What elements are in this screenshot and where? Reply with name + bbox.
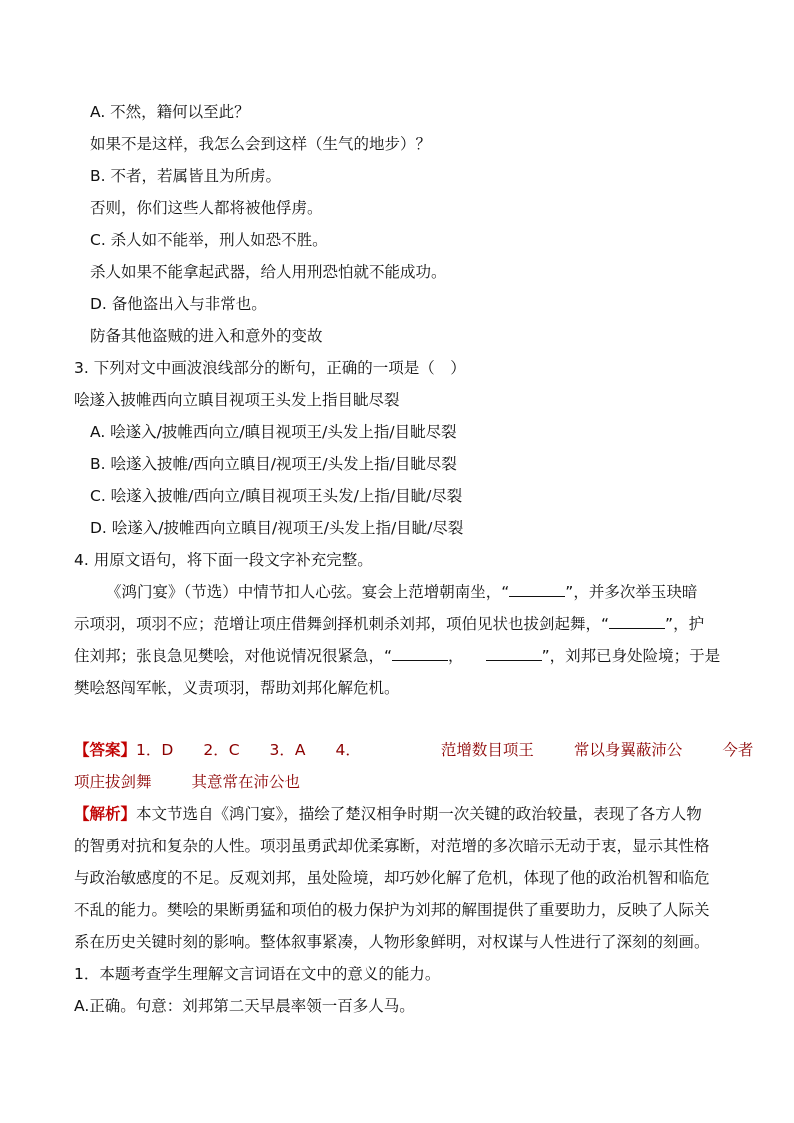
q2-option-d-translation: 防备其他盗贼的进入和意外的变故 — [90, 327, 323, 345]
q4-paragraph-line-3: 住刘邦；张良急见樊哙，对他说情况很紧急，“ ， ”，刘邦已身处险境；于是 — [74, 647, 721, 665]
q2-option-c-translation: 杀人如果不能拿起武器，给人用刑恐怕就不能成功。 — [90, 263, 447, 281]
q3-option-c: C. 哙遂入披帷/西向立/瞋目视项王头发/上指/目眦/尽裂 — [90, 487, 463, 505]
q4-stem: 4. 用原文语句，将下面一段文字补充完整。 — [74, 551, 373, 569]
analysis-label: 【解析】 — [74, 805, 137, 823]
analysis-line-2: 的智勇对抗和复杂的人性。项羽虽勇武却优柔寡断，对范增的多次暗示无动于衷，显示其性格 — [74, 837, 710, 855]
q2-option-d: D. 备他盗出入与非常也。 — [90, 295, 267, 313]
q3-option-d: D. 哙遂入/披帷西向立瞋目/视项王/头发上指/目眦/尽裂 — [90, 519, 464, 537]
q4-paragraph-line-1: 《鸿门宴》（节选）中情节扣人心弦。宴会上范增朝南坐，“ ”，并多次举玉玦暗 — [106, 583, 698, 601]
q2-option-b: B. 不者，若属皆且为所虏。 — [90, 167, 281, 185]
q2-option-c: C. 杀人如不能举，刑人如恐不胜。 — [90, 231, 328, 249]
fill-blank-3 — [392, 645, 448, 661]
answer-line-1: 【答案】1．D 2．C 3．A 4． 范增数目项王 常以身翼蔽沛公 今者 — [74, 741, 754, 759]
analysis-line-5: 系在历史关键时刻的影响。整体叙事紧凑，人物形象鲜明，对权谋与人性进行了深刻的刻画。 — [74, 933, 710, 951]
analysis-line-4: 不乱的能力。樊哙的果断勇猛和项伯的极力保护为刘邦的解围提供了重要助力，反映了人际关 — [74, 901, 710, 919]
answer-line-2: 项庄拔剑舞 其意常在沛公也 — [74, 773, 301, 791]
q3-stem: 3. 下列对文中画波浪线部分的断句，正确的一项是（ ） — [74, 359, 466, 377]
q3-option-a: A. 哙遂入/披帷西向立/瞋目视项王/头发上指/目眦尽裂 — [90, 423, 457, 441]
answer-label: 【答案】 — [74, 741, 137, 759]
analysis-line-7: A.正确。句意：刘邦第二天早晨率领一百多人马。 — [74, 997, 415, 1015]
fill-blank-2 — [609, 613, 665, 629]
analysis-line-1: 【解析】本文节选自《鸿门宴》，描绘了楚汉相争时期一次关键的政治较量，表现了各方人物 — [74, 805, 702, 823]
q3-option-b: B. 哙遂入披帷/西向立瞋目/视项王/头发上指/目眦尽裂 — [90, 455, 457, 473]
q2-option-a: A. 不然，籍何以至此？ — [90, 103, 250, 121]
q4-paragraph-line-2: 示项羽，项羽不应；范增让项庄借舞剑择机刺杀刘邦，项伯见状也拔剑起舞，“ ”，护 — [74, 615, 705, 633]
q2-option-b-translation: 否则，你们这些人都将被他俘虏。 — [90, 199, 323, 217]
analysis-line-3: 与政治敏感度的不足。反观刘邦，虽处险境，却巧妙化解了危机，体现了他的政治机智和临危 — [74, 869, 710, 887]
q4-paragraph-line-4: 樊哙怒闯军帐，义责项羽，帮助刘邦化解危机。 — [74, 679, 400, 697]
fill-blank-4 — [486, 645, 542, 661]
q3-text: 哙遂入披帷西向立瞋目视项王头发上指目眦尽裂 — [74, 391, 400, 409]
q2-option-a-translation: 如果不是这样，我怎么会到这样（生气的地步）？ — [90, 135, 432, 153]
analysis-line-6: 1．本题考查学生理解文言词语在文中的意义的能力。 — [74, 965, 441, 983]
fill-blank-1 — [509, 581, 565, 597]
